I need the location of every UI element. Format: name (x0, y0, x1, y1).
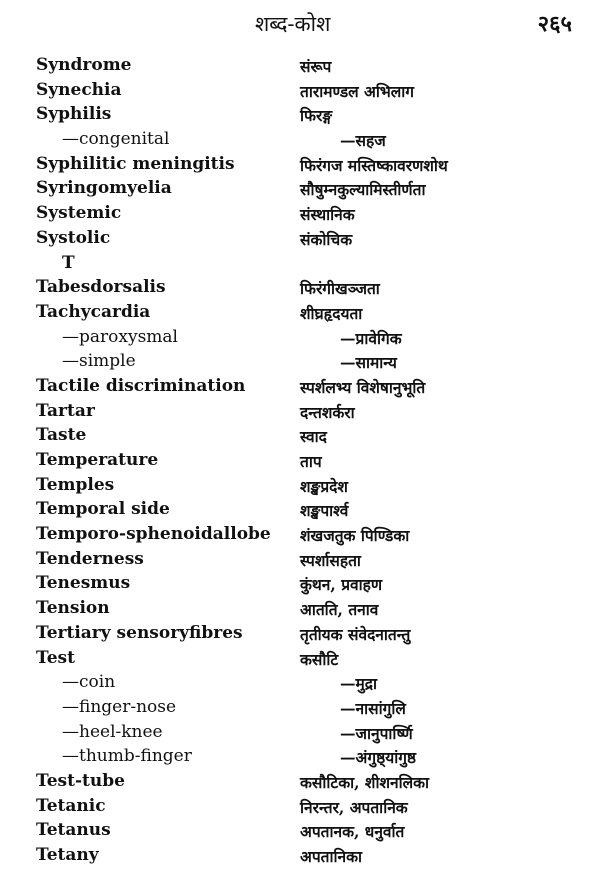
glossary-entry (0, 524, 600, 549)
english-term: Syringomyelia (36, 178, 172, 199)
glossary-entry (0, 475, 600, 500)
glossary-entry (0, 178, 600, 203)
section-letter: T (62, 252, 75, 273)
hindi-translation: —नासांगुलि (340, 698, 406, 718)
glossary-entry (0, 499, 600, 524)
glossary-entry (0, 154, 600, 179)
hindi-translation: —जानुपार्ष्णि (340, 723, 413, 743)
glossary-entry (0, 327, 600, 352)
sub-term: —congenital (62, 129, 170, 150)
glossary-entry (0, 55, 600, 80)
glossary-entry (0, 598, 600, 623)
hindi-translation: —सामान्य (340, 353, 397, 373)
english-term: Tactile discrimination (36, 375, 246, 396)
hindi-translation: स्वाद (300, 427, 327, 447)
glossary-entry (0, 351, 600, 376)
english-term: Tachycardia (36, 301, 151, 322)
english-term: Taste (36, 425, 87, 446)
hindi-translation: संस्थानिक (300, 205, 355, 225)
glossary-entry (0, 376, 600, 401)
sub-term: —paroxysmal (62, 326, 178, 347)
glossary-entry (0, 129, 600, 154)
hindi-translation: —प्रावेगिक (340, 328, 402, 348)
english-term: Syphilis (36, 104, 112, 125)
hindi-translation: —अंगुष्ठ्यांगुष्ठ (340, 748, 417, 768)
english-term: Test-tube (36, 770, 125, 791)
hindi-translation: कसौटि (300, 649, 339, 669)
glossary-entry (0, 820, 600, 845)
hindi-translation: संरूप (300, 57, 332, 76)
hindi-translation: फिरंगीखञ्जता (300, 279, 380, 299)
glossary-list (0, 55, 600, 870)
glossary-entry (0, 697, 600, 722)
page-number: २६५ (537, 11, 572, 37)
english-term: Synechia (36, 79, 122, 100)
hindi-translation: सौषुम्नकुल्यामिस्तीर्णता (300, 180, 426, 200)
english-term: Temporal side (36, 499, 170, 520)
english-term: Tenderness (36, 548, 144, 569)
english-term: Systemic (36, 203, 122, 224)
hindi-translation: दन्तशर्करा (300, 402, 355, 422)
page-header (0, 6, 600, 46)
glossary-entry (0, 746, 600, 771)
english-term: Tenesmus (36, 573, 131, 594)
sub-term: —thumb-finger (62, 746, 192, 767)
sub-term: —simple (62, 351, 136, 372)
english-term: Tetany (36, 845, 99, 865)
hindi-translation: स्पर्शलभ्य विशेषानुभूति (300, 377, 426, 397)
english-term: Tartar (36, 400, 95, 421)
english-term: Syndrome (36, 55, 132, 75)
english-term: Tabesdorsalis (36, 277, 166, 298)
page-title: शब्द-कोश (255, 12, 331, 36)
hindi-translation: कसौटिका, शीशनलिका (300, 772, 430, 792)
glossary-entry (0, 80, 600, 105)
glossary-entry (0, 450, 600, 475)
english-term: Systolic (36, 227, 111, 248)
glossary-entry (0, 228, 600, 253)
hindi-translation: तारामण्डल अभिलाग (300, 81, 415, 101)
glossary-entry (0, 845, 600, 870)
glossary-entry (0, 648, 600, 673)
glossary-entry (0, 203, 600, 228)
hindi-translation: —मुद्रा (340, 674, 378, 694)
glossary-entry (0, 302, 600, 327)
hindi-translation: कुंथन, प्रवाहण (300, 575, 383, 595)
hindi-translation: आतति, तनाव (300, 600, 379, 620)
hindi-translation: शीघ्रहृदयता (300, 303, 363, 323)
sub-term: —finger-nose (62, 696, 177, 717)
glossary-entry (0, 425, 600, 450)
hindi-translation: तृतीयक संवेदनातन्तु (300, 624, 411, 644)
hindi-translation: अपतानिका (300, 847, 363, 866)
english-term: Test (36, 647, 75, 668)
glossary-entry (0, 796, 600, 821)
hindi-translation: निरन्तर, अपतानिक (300, 797, 408, 817)
glossary-entry (0, 672, 600, 697)
hindi-translation: —सहज (340, 131, 386, 151)
english-term: Syphilitic meningitis (36, 153, 235, 174)
english-term: Temples (36, 474, 115, 495)
english-term: Tertiary sensoryfibres (36, 622, 243, 643)
english-term: Temporo-sphenoidallobe (36, 524, 271, 545)
english-term: Temperature (36, 450, 159, 470)
section-letter-row (0, 253, 600, 278)
glossary-entry (0, 771, 600, 796)
sub-term: —coin (62, 672, 116, 693)
hindi-translation: फिरङ्ग (300, 106, 333, 126)
english-term: Tetanic (36, 795, 106, 816)
hindi-translation: शंखजतुक पिण्डिका (300, 526, 410, 546)
glossary-entry (0, 277, 600, 302)
hindi-translation: शङ्खप्रदेश (300, 476, 348, 496)
english-term: Tetanus (36, 820, 111, 841)
glossary-entry (0, 549, 600, 574)
glossary-entry (0, 623, 600, 648)
hindi-translation: अपतानक, धनुर्वात (300, 822, 405, 842)
hindi-translation: शङ्खपार्श्व (300, 501, 349, 521)
glossary-entry (0, 104, 600, 129)
glossary-entry (0, 401, 600, 426)
hindi-translation: फिरंगज मस्तिष्कावरणशोथ (300, 155, 448, 175)
glossary-entry (0, 573, 600, 598)
hindi-translation: संकोचिक (300, 229, 353, 249)
hindi-translation: ताप (300, 452, 322, 471)
hindi-translation: स्पर्शासहता (300, 550, 361, 570)
glossary-entry (0, 722, 600, 747)
english-term: Tension (36, 598, 110, 619)
sub-term: —heel-knee (62, 721, 163, 742)
